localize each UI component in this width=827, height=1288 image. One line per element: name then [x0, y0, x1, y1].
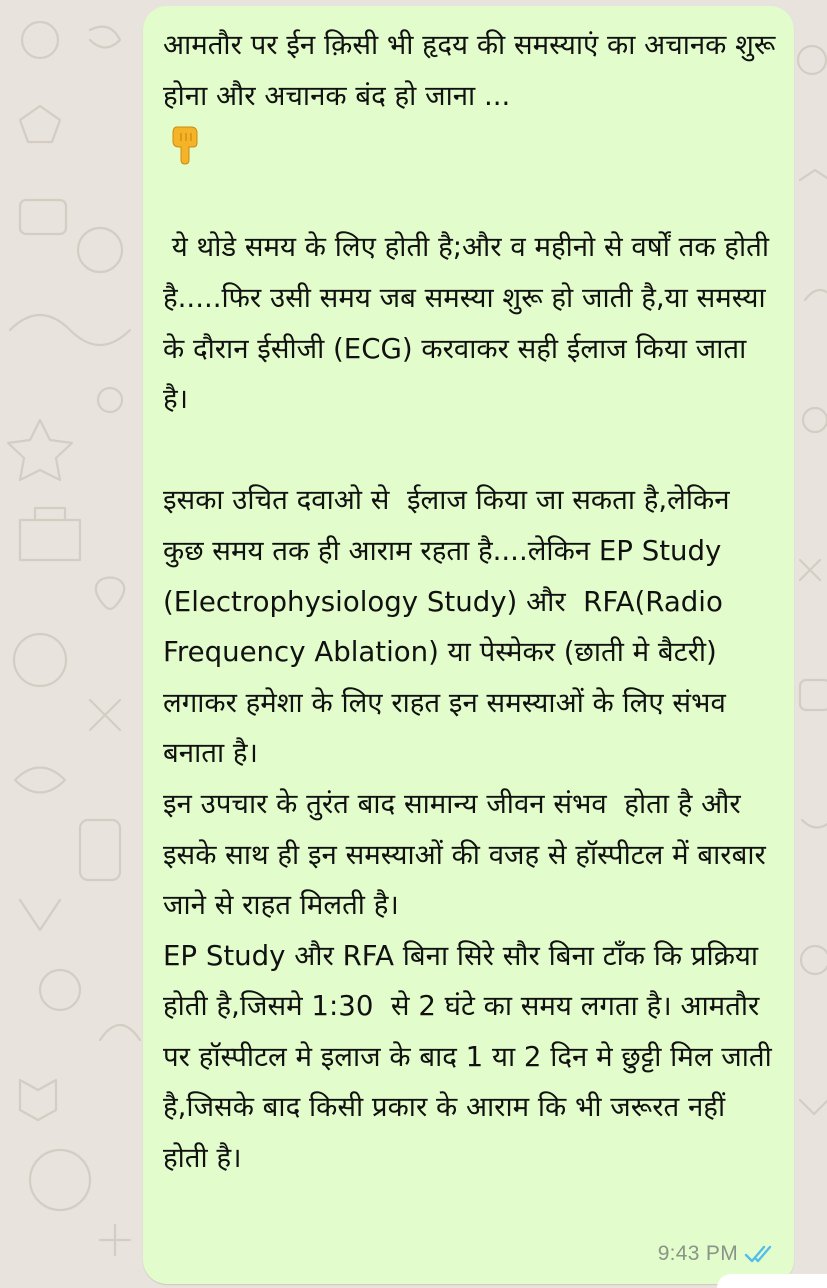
message-time: 9:43 PM	[657, 1242, 738, 1265]
message-paragraph-3: इसका उचित दवाओ से ईलाज किया जा सकता है,लेकिन कुछ समय तक ही आराम रहता है....लेकिन EP Study (Electrophysiology Study) और RFA(Radio Frequency Ablation) या पेस्मेकर (छाती मे बैटरी) लगाकर हमेशा के लिए राहत इन समस्याओं के लिए संभव बनाता है। इन उपचार के तुरंत बाद सामान्य जीवन संभव होता है और इसके साथ ही इन समस्याओं की वजह से हॉस्पीटल में बारबार जाने से राहत मिलती है। EP Study और RFA बिना सिरे सौर बिना टाँक कि प्रक्रिया होती है,जिसमे 1:30 से 2 घंटे का समय लगता है। आमतौर पर हॉस्पीटल मे इलाज के बाद 1 या 2 दिन मे छुट्टी मिल जाती है,जिसके बाद किसी प्रकार के आराम कि भी जरूरत नहीं होती है।	[163, 483, 772, 1175]
message-paragraph-1: आमतौर पर ईन क़िसी भी हृदय की समस्याएं का अचानक शुरू होना और अचानक बंद हो जाना ...	[163, 28, 785, 112]
bottom-edge-overlay	[717, 1274, 827, 1288]
message-paragraph-2: ये थोडे समय के लिए होती है;और व महीनो से वर्षों तक होती है.....फिर उसी समय जब समस्या शुरू हो जाती है,या समस्या के दौरान ईसीजी (ECG) करवाकर सही ईलाज किया जाता है।	[163, 230, 778, 416]
message-bubble[interactable]	[143, 6, 794, 1284]
emoji-line	[163, 121, 776, 172]
message-meta	[658, 1242, 776, 1266]
pointing-down-hand-icon	[171, 125, 201, 165]
double-check-icon	[744, 1243, 776, 1265]
